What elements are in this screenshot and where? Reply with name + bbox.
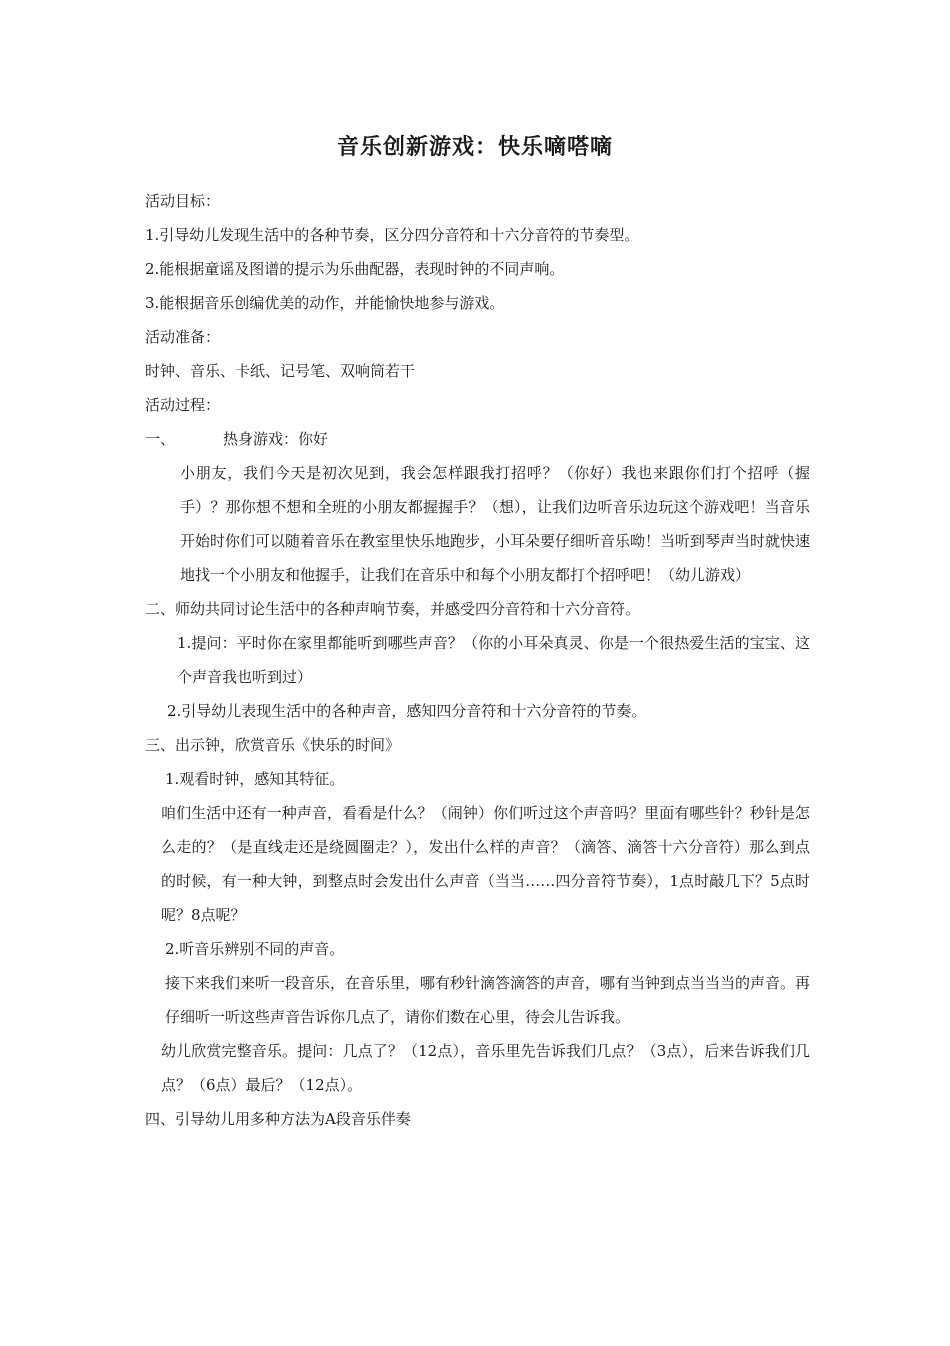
section-2-question: 1.提问：平时你在家里都能听到哪些声音？（你的小耳朵真灵、你是一个很热爱生活的宝宝、这个声音我也听到过）	[177, 634, 810, 686]
document-body	[145, 184, 810, 1136]
goal-item-1: 1.引导幼儿发现生活中的各种节奏，区分四分音符和十六分音符的节奏型。	[145, 226, 640, 244]
goal-item-2: 2.能根据童谣及图谱的提示为乐曲配器，表现时钟的不同声响。	[145, 260, 565, 278]
section-1-title	[145, 422, 810, 456]
process-heading: 活动过程：	[145, 396, 221, 414]
section-3-step-1-text: 咱们生活中还有一种声音，看看是什么？（闹钟）你们听过这个声音吗？里面有哪些针？秒针是怎么走的？（是直线走还是绕圆圈走？），发出什么样的声音？（滴答、滴答十六分音符）那么到点的时候，有一种大钟，到整点时会发出什么声音（当当……四分音符节奏），1点时敲几下？5点时呢？8点呢？	[161, 804, 810, 924]
prep-heading: 活动准备：	[145, 328, 221, 346]
section-1-label: 热身游戏：你好	[223, 430, 329, 448]
goal-item-3: 3.能根据音乐创编优美的动作，并能愉快地参与游戏。	[145, 294, 505, 312]
section-4-title: 四、引导幼儿用多种方法为A段音乐伴奏	[145, 1110, 411, 1128]
section-3-step-2: 2.听音乐辨别不同的声音。	[165, 940, 345, 958]
prep-text: 时钟、音乐、卡纸、记号笔、双响筒若干	[145, 362, 416, 380]
section-1-paragraph: 小朋友，我们今天是初次见到，我会怎样跟我打招呼？（你好）我也来跟你们打个招呼（握手）？那你想不想和全班的小朋友都握握手？（想），让我们边听音乐边玩这个游戏吧！当音乐开始时你们可以随着音乐在教室里快乐地跑步，小耳朵要仔细听音乐呦！当听到琴声当时就快速地找一个小朋友和他握手，让我们在音乐中和每个小朋友都打个招呼吧！（幼儿游戏）	[180, 464, 811, 584]
section-3-title: 三、出示钟，欣赏音乐《快乐的时间》	[145, 736, 401, 754]
document-title: 音乐创新游戏：快乐嘀嗒嘀	[336, 135, 613, 160]
section-1-number: 一、	[145, 430, 176, 448]
section-2-guide: 2.引导幼儿表现生活中的各种声音，感知四分音符和十六分音符的节奏。	[167, 702, 647, 720]
section-2-title: 二、师幼共同讨论生活中的各种声响节奏，并感受四分音符和十六分音符。	[145, 600, 641, 618]
section-3-step-1: 1.观看时钟，感知其特征。	[165, 770, 345, 788]
section-3-step-2-text: 接下来我们来听一段音乐，在音乐里，哪有秒针滴答滴答的声音，哪有当钟到点当当当的声音。再仔细听一听这些声音告诉你几点了，请你们数在心里，待会儿告诉我。	[165, 974, 811, 1026]
section-3-step-3-text: 幼儿欣赏完整音乐。提问：几点了？（12点），音乐里先告诉我们几点？（3点），后来告诉我们几点？（6点）最后？（12点）。	[161, 1042, 810, 1094]
goals-heading: 活动目标：	[145, 192, 221, 210]
